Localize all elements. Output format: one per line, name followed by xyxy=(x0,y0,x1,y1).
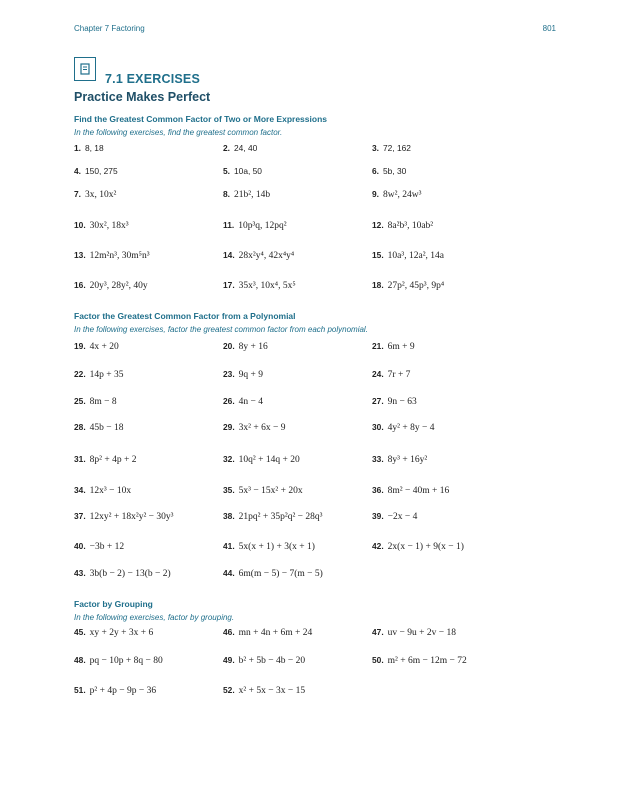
exercise-item xyxy=(74,568,171,579)
exercise-item xyxy=(74,511,174,522)
exercise-item xyxy=(74,189,116,200)
exercise-number: 10. xyxy=(74,220,86,230)
exercise-expression: 14p + 35 xyxy=(89,370,124,380)
exercise-expression: 10a³, 12a², 14a xyxy=(387,251,445,261)
exercise-item xyxy=(223,250,294,261)
exercise-number: 25. xyxy=(74,396,86,406)
exercise-number: 32. xyxy=(223,454,235,464)
exercise-item xyxy=(74,250,150,261)
exercise-number: 2. xyxy=(223,143,230,153)
exercise-item xyxy=(372,541,464,552)
exercise-number: 3. xyxy=(372,143,379,153)
exercise-item xyxy=(223,341,268,352)
exercise-item xyxy=(223,166,262,176)
exercise-item xyxy=(223,485,303,496)
exercise-expression: 2x(x − 1) + 9(x − 1) xyxy=(387,542,464,552)
exercise-number: 36. xyxy=(372,485,384,495)
running-head xyxy=(74,24,556,38)
exercise-number: 17. xyxy=(223,280,235,290)
exercise-number: 4. xyxy=(74,166,81,176)
exercise-expression: 10a, 50 xyxy=(234,166,262,176)
exercise-expression: 8, 18 xyxy=(85,143,104,153)
section-title: 7.1 EXERCISES xyxy=(105,72,201,86)
exercise-item xyxy=(74,454,136,465)
exercise-number: 51. xyxy=(74,685,86,695)
exercise-number: 16. xyxy=(74,280,86,290)
exercise-expression: 6m + 9 xyxy=(387,342,415,352)
exercise-number: 49. xyxy=(223,655,235,665)
exercise-item xyxy=(74,280,148,291)
exercise-number: 48. xyxy=(74,655,86,665)
exercise-item xyxy=(372,396,417,407)
exercise-item xyxy=(372,655,467,666)
exercise-expression: 9q + 9 xyxy=(238,370,264,380)
exercise-item xyxy=(74,685,156,696)
exercise-number: 7. xyxy=(74,189,81,199)
exercise-expression: 12x³ − 10x xyxy=(89,486,132,496)
exercise-number: 8. xyxy=(223,189,230,199)
exercise-item xyxy=(223,568,323,579)
exercise-item xyxy=(372,166,406,176)
exercise-item xyxy=(372,250,444,261)
exercise-number: 31. xyxy=(74,454,86,464)
exercise-expression: 8a²b³, 10ab² xyxy=(387,221,434,231)
exercise-number: 24. xyxy=(372,369,384,379)
exercise-expression: 35x³, 10x⁴, 5x⁵ xyxy=(238,281,296,291)
exercise-expression: pq − 10p + 8q − 80 xyxy=(89,656,163,666)
exercise-number: 50. xyxy=(372,655,384,665)
exercise-number: 20. xyxy=(223,341,235,351)
exercise-item xyxy=(223,280,296,291)
exercise-expression: xy + 2y + 3x + 6 xyxy=(89,628,154,638)
exercise-item xyxy=(223,627,312,638)
section-instruction: In the following exercises, factor the greatest common factor from each polynomial. xyxy=(74,325,368,334)
exercise-item xyxy=(74,396,117,407)
exercise-item xyxy=(223,541,315,552)
exercise-item xyxy=(372,143,411,153)
exercise-number: 35. xyxy=(223,485,235,495)
exercise-number: 22. xyxy=(74,369,86,379)
exercise-item xyxy=(372,485,449,496)
exercise-number: 42. xyxy=(372,541,384,551)
exercise-number: 14. xyxy=(223,250,235,260)
exercise-item xyxy=(74,422,124,433)
section-instruction: In the following exercises, factor by grouping. xyxy=(74,613,235,622)
page-number: 801 xyxy=(542,24,556,33)
exercise-number: 1. xyxy=(74,143,81,153)
section-heading: Factor by Grouping xyxy=(74,599,153,609)
exercise-expression: 8m − 8 xyxy=(89,397,117,407)
pencil-notebook-icon xyxy=(74,57,96,81)
exercise-expression: 3b(b − 2) − 13(b − 2) xyxy=(89,569,171,579)
exercise-number: 40. xyxy=(74,541,86,551)
exercise-item xyxy=(372,454,427,465)
exercise-number: 37. xyxy=(74,511,86,521)
exercise-item xyxy=(74,655,163,666)
section-heading: Find the Greatest Common Factor of Two or More Expressions xyxy=(74,114,327,124)
exercise-number: 13. xyxy=(74,250,86,260)
exercise-number: 18. xyxy=(372,280,384,290)
exercise-expression: 4y² + 8y − 4 xyxy=(387,423,435,433)
exercise-expression: 150, 275 xyxy=(85,166,118,176)
exercise-expression: 8p² + 4p + 2 xyxy=(89,455,137,465)
exercise-expression: 28x²y⁴, 42x⁴y⁴ xyxy=(238,251,295,261)
exercise-expression: −2x − 4 xyxy=(387,512,418,522)
chapter-title: Chapter 7 Factoring xyxy=(74,24,145,33)
page-subtitle: Practice Makes Perfect xyxy=(74,90,211,104)
exercise-number: 19. xyxy=(74,341,86,351)
exercise-item xyxy=(74,220,129,231)
exercise-number: 44. xyxy=(223,568,235,578)
exercise-number: 39. xyxy=(372,511,384,521)
exercise-expression: 5x³ − 15x² + 20x xyxy=(238,486,303,496)
exercise-expression: 5x(x + 1) + 3(x + 1) xyxy=(238,542,315,552)
exercise-number: 6. xyxy=(372,166,379,176)
exercise-item xyxy=(372,280,444,291)
exercise-expression: 8y³ + 16y² xyxy=(387,455,428,465)
exercise-expression: 45b − 18 xyxy=(89,423,124,433)
exercise-expression: 10q² + 14q + 20 xyxy=(238,455,300,465)
exercise-number: 52. xyxy=(223,685,235,695)
exercise-item xyxy=(223,655,305,666)
exercise-number: 9. xyxy=(372,189,379,199)
exercise-item xyxy=(74,541,124,552)
exercise-expression: 10p³q, 12pq² xyxy=(238,221,287,231)
exercise-number: 47. xyxy=(372,627,384,637)
exercise-item xyxy=(372,627,456,638)
exercise-item xyxy=(223,189,270,200)
exercise-item xyxy=(223,220,287,231)
exercise-expression: 20y³, 28y², 40y xyxy=(89,281,148,291)
exercise-item xyxy=(372,189,421,200)
exercise-expression: 4n − 4 xyxy=(238,397,264,407)
exercise-item xyxy=(372,369,410,380)
exercise-expression: m² + 6m − 12m − 72 xyxy=(387,656,467,666)
exercise-expression: 3x, 10x² xyxy=(85,190,117,200)
exercise-number: 21. xyxy=(372,341,384,351)
exercise-item xyxy=(223,369,263,380)
exercise-expression: uv − 9u + 2v − 18 xyxy=(387,628,456,638)
exercise-item xyxy=(223,422,285,433)
exercise-expression: 8w², 24w³ xyxy=(383,190,422,200)
exercise-expression: 27p², 45p³, 9p⁴ xyxy=(387,281,445,291)
exercise-number: 11. xyxy=(223,220,235,230)
exercise-item xyxy=(372,220,433,231)
exercise-expression: 9n − 63 xyxy=(387,397,417,407)
exercise-expression: 24, 40 xyxy=(234,143,258,153)
exercise-number: 26. xyxy=(223,396,235,406)
exercise-item xyxy=(372,341,415,352)
exercise-item xyxy=(223,143,257,153)
exercise-number: 45. xyxy=(74,627,86,637)
exercise-expression: 21pq² + 35p²q² − 28q³ xyxy=(238,512,323,522)
exercise-number: 12. xyxy=(372,220,384,230)
exercise-expression: 21b², 14b xyxy=(234,190,271,200)
exercise-expression: 6m(m − 5) − 7(m − 5) xyxy=(238,569,323,579)
exercise-expression: 8m² − 40m + 16 xyxy=(387,486,450,496)
exercise-number: 28. xyxy=(74,422,86,432)
exercise-item xyxy=(74,369,124,380)
exercise-expression: x² + 5x − 3x − 15 xyxy=(238,686,306,696)
exercise-number: 29. xyxy=(223,422,235,432)
exercise-number: 33. xyxy=(372,454,384,464)
exercise-item xyxy=(74,627,153,638)
exercise-expression: 12m²n³, 30m⁵n³ xyxy=(89,251,150,261)
exercise-item xyxy=(74,485,131,496)
exercise-expression: −3b + 12 xyxy=(89,542,125,552)
exercise-number: 27. xyxy=(372,396,384,406)
exercise-expression: b² + 5b − 4b − 20 xyxy=(238,656,306,666)
exercise-expression: 3x² + 6x − 9 xyxy=(238,423,286,433)
exercise-item xyxy=(74,143,104,153)
exercise-item xyxy=(223,454,300,465)
exercise-expression: 8y + 16 xyxy=(238,342,268,352)
exercise-number: 5. xyxy=(223,166,230,176)
exercise-number: 15. xyxy=(372,250,384,260)
exercise-item xyxy=(223,685,305,696)
exercise-expression: p² + 4p − 9p − 36 xyxy=(89,686,157,696)
exercise-number: 23. xyxy=(223,369,235,379)
exercise-expression: 12xy² + 18x²y² − 30y³ xyxy=(89,512,174,522)
exercise-expression: 72, 162 xyxy=(383,143,411,153)
exercise-item xyxy=(223,511,323,522)
exercise-number: 43. xyxy=(74,568,86,578)
exercise-number: 46. xyxy=(223,627,235,637)
exercise-item xyxy=(74,166,118,176)
exercise-number: 30. xyxy=(372,422,384,432)
exercise-item xyxy=(372,422,434,433)
exercise-expression: 7r + 7 xyxy=(387,370,411,380)
exercise-item xyxy=(372,511,417,522)
section-instruction: In the following exercises, find the greatest common factor. xyxy=(74,128,283,137)
exercise-expression: 4x + 20 xyxy=(89,342,119,352)
exercise-item xyxy=(74,341,119,352)
exercise-expression: mn + 4n + 6m + 24 xyxy=(238,628,313,638)
exercise-number: 34. xyxy=(74,485,86,495)
exercise-number: 38. xyxy=(223,511,235,521)
exercise-expression: 5b, 30 xyxy=(383,166,407,176)
section-heading: Factor the Greatest Common Factor from a Polynomial xyxy=(74,311,296,321)
exercise-expression: 30x², 18x³ xyxy=(89,221,129,231)
exercise-item xyxy=(223,396,263,407)
exercise-number: 41. xyxy=(223,541,235,551)
